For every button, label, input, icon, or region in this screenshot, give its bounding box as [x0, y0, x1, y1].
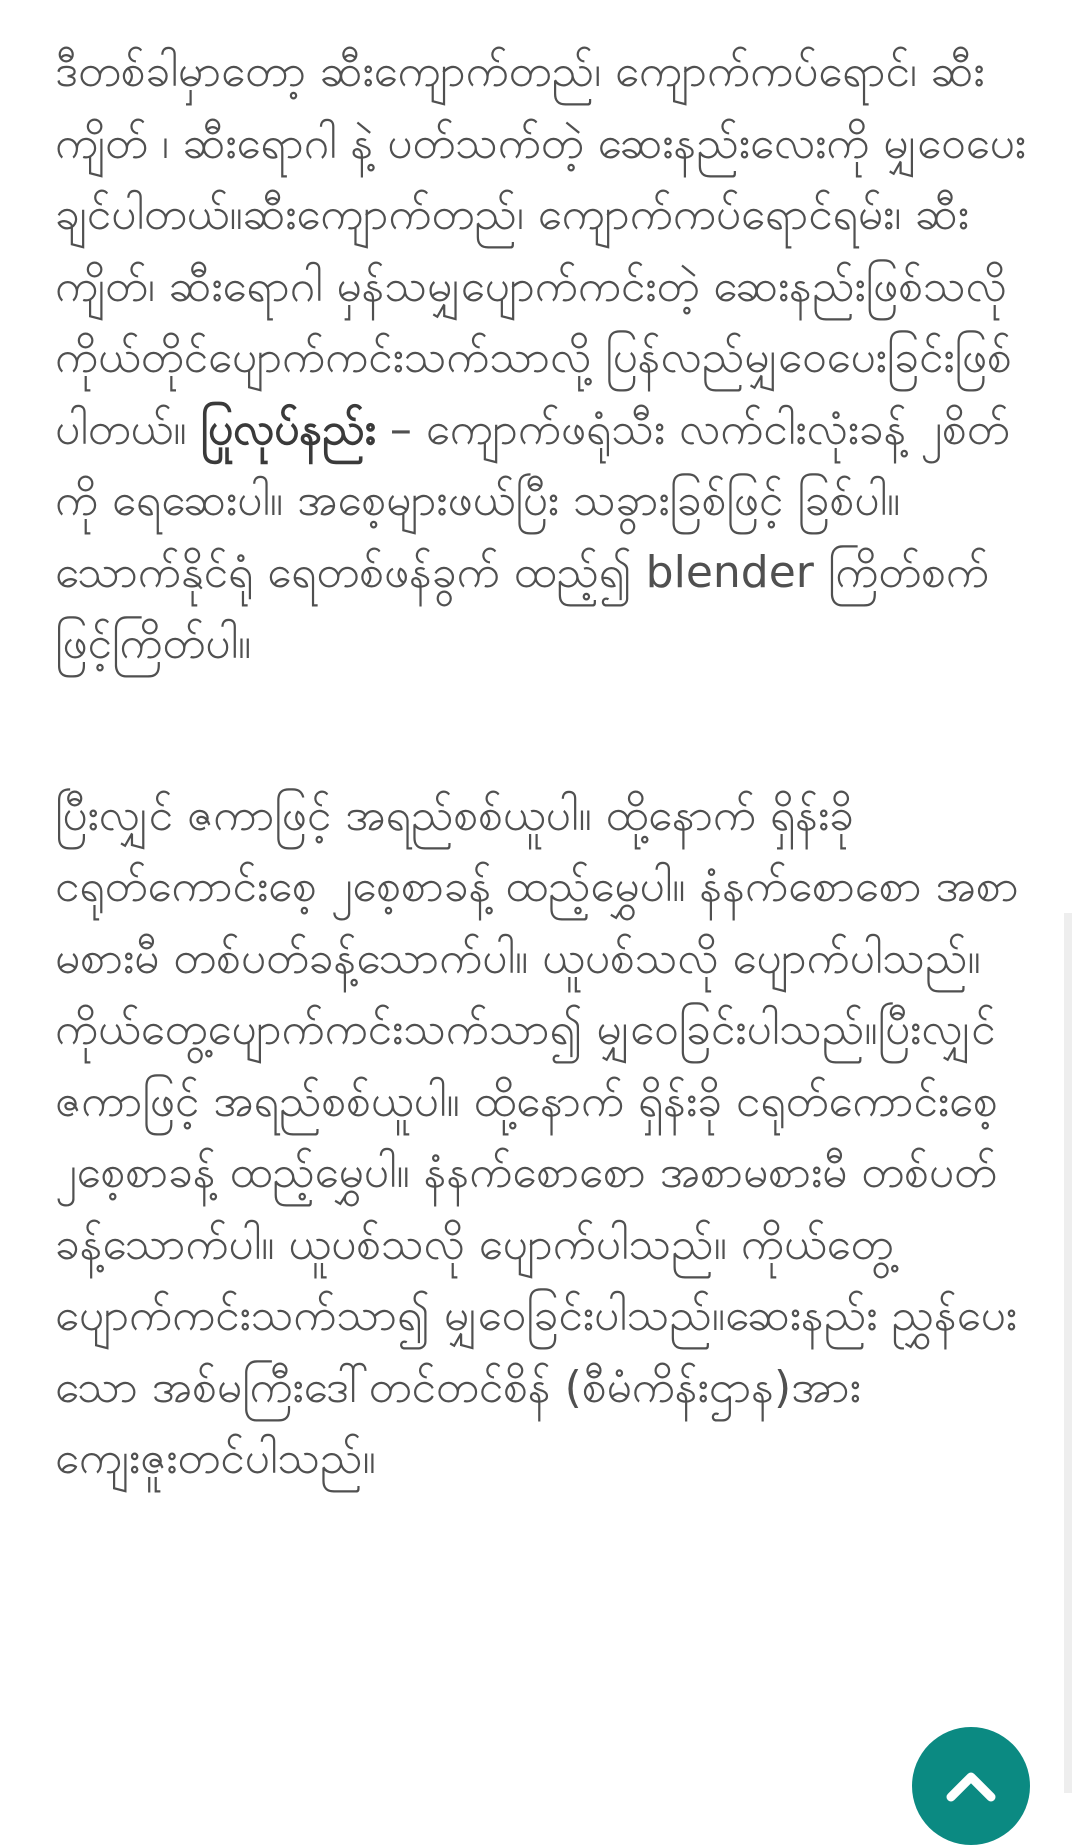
- paragraph-instructions: ပြီးလျှင် ဇကာဖြင့် အရည်စစ်ယူပါ။ ထို့နောက် ရှိန်းခို ငရုတ်ကောင်းစေ့ ၂စေ့စာခန့် ထည့်မွှေပါ။ နံနက်စောစော အစာမစားမီ တစ်ပတ်ခန့်သောက်ပါ။ ယူပစ်သလို ပျောက်ပါသည်။ ကိုယ်တွေ့ပျောက်ကင်းသက်သာ၍ မျှဝေခြင်းပါသည်။ပြီးလျှင် ဇကာဖြင့် အရည်စစ်ယူပါ။ ထို့နောက် ရှိန်းခို ငရုတ်ကောင်းစေ့ ၂စေ့စာခန့် ထည့်မွှေပါ။ နံနက်စောစော အစာမစားမီ တစ်ပတ်ခန့်သောက်ပါ။ ယူပစ်သလို ပျောက်ပါသည်။ ကိုယ်တွေ့ပျောက်ကင်းသက်သာ၍ မျှဝေခြင်းပါသည်။ဆေးနည်း ညွှန်ပေးသော အစ်မကြီးဒေါ်တင်တင်စိန် (စီမံကိန်းဌာန)အား ကျေးဇူးတင်ပါသည်။: [55, 789, 1019, 1484]
- method-heading: ပြုလုပ်နည်း: [200, 403, 376, 455]
- paragraph-intro-and-method: [55, 36, 1035, 680]
- article-body: [55, 36, 1035, 1495]
- back-to-top-button[interactable]: [912, 1727, 1030, 1845]
- chevron-up-icon: [945, 1769, 997, 1803]
- method-text: – ကျောက်ဖရုံသီး လက်ငါးလုံးခန့် ၂စိတ်ကို ရေဆေးပါ။ အစေ့များဖယ်ပြီး သခွားခြစ်ဖြင့် ခြစ်ပါ။ သောက်နိုင်ရုံ ရေတစ်ဖန်ခွက် ထည့်၍ blender ကြိတ်စက် ဖြင့်ကြိတ်ပါ။: [55, 403, 1010, 669]
- scrollbar-track[interactable]: [1064, 913, 1072, 1793]
- intro-text: ဒီတစ်ခါမှာတော့ ဆီးကျောက်တည်၊ ကျောက်ကပ်ရောင်၊ ဆီးကျိတ် ၊ ဆီးရောဂါ နဲ့ ပတ်သက်တဲ့ ဆေးနည်းလေးကို မျှဝေပေးချင်ပါတယ်။ဆီးကျောက်တည်၊ ကျောက်ကပ်ရောင်ရမ်း၊ ဆီးကျိတ်၊ ဆီးရောဂါ မှန်သမျှပျောက်ကင်းတဲ့ ဆေးနည်းဖြစ်သလို ကိုယ်တိုင်ပျောက်ကင်းသက်သာလို့ ပြန်လည်မျှဝေပေးခြင်းဖြစ်ပါတယ်။: [55, 46, 1026, 455]
